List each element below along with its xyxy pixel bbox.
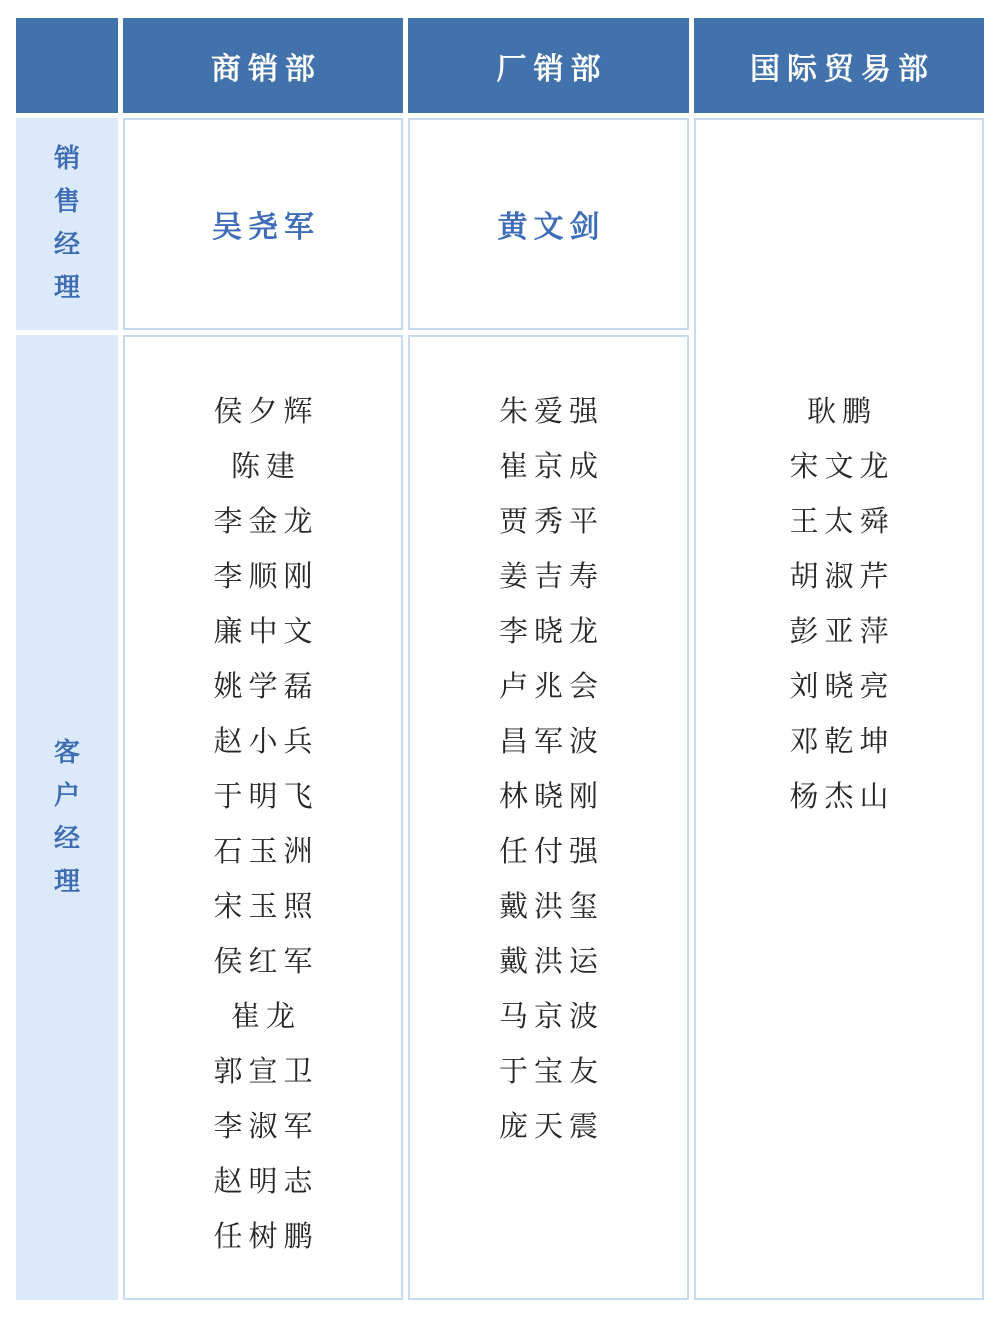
staff-name: 戴洪运 <box>498 944 604 978</box>
staff-name: 郭宣卫 <box>213 1054 319 1088</box>
staff-name: 李淑军 <box>213 1109 319 1143</box>
corner-cell <box>16 18 118 113</box>
staff-cell-international-trade <box>694 118 984 1300</box>
staff-name: 赵小兵 <box>213 724 319 758</box>
staff-name: 庞天震 <box>498 1109 604 1143</box>
staff-name: 李晓龙 <box>498 614 604 648</box>
manager-commercial-sales: 吴尧军 <box>123 118 403 330</box>
dept-header-international-trade: 国际贸易部 <box>694 18 984 113</box>
dept-header-factory-sales: 厂销部 <box>408 18 689 113</box>
staff-list-international-trade <box>696 120 982 824</box>
row-header-account-manager-label: 客户经理 <box>53 737 80 897</box>
staff-name: 马京波 <box>498 999 604 1033</box>
staff-name: 廉中文 <box>213 614 319 648</box>
row-header-sales-manager-label: 销售经理 <box>53 144 80 303</box>
row-header-sales-manager <box>16 118 118 330</box>
staff-name: 胡淑芹 <box>789 559 895 593</box>
row-header-account-manager <box>16 335 118 1300</box>
staff-name: 侯红军 <box>213 944 319 978</box>
staff-cell-factory-sales <box>408 335 689 1300</box>
staff-name: 任树鹏 <box>213 1219 319 1253</box>
staff-name: 石玉洲 <box>213 834 319 868</box>
org-structure-table <box>16 18 984 1300</box>
staff-name: 姜吉寿 <box>498 559 604 593</box>
staff-name: 彭亚萍 <box>789 614 895 648</box>
staff-name: 昌军波 <box>498 724 604 758</box>
staff-name: 邓乾坤 <box>789 724 895 758</box>
staff-name: 任付强 <box>498 834 604 868</box>
staff-name: 戴洪玺 <box>498 889 604 923</box>
staff-name: 杨杰山 <box>789 779 895 813</box>
staff-list-factory-sales <box>410 337 687 1154</box>
staff-name: 朱爱强 <box>498 394 604 428</box>
staff-name: 王太舜 <box>789 504 895 538</box>
staff-name: 宋玉照 <box>213 889 319 923</box>
staff-name: 李金龙 <box>213 504 319 538</box>
staff-list-commercial-sales <box>125 337 401 1264</box>
staff-name: 刘晓亮 <box>789 669 895 703</box>
dept-header-commercial-sales: 商销部 <box>123 18 403 113</box>
staff-name: 耿鹏 <box>806 394 877 428</box>
staff-name: 侯夕辉 <box>213 394 319 428</box>
staff-name: 于宝友 <box>498 1054 604 1088</box>
staff-name: 赵明志 <box>213 1164 319 1198</box>
staff-cell-commercial-sales <box>123 335 403 1300</box>
manager-factory-sales: 黄文剑 <box>408 118 689 330</box>
staff-name: 李顺刚 <box>213 559 319 593</box>
staff-name: 卢兆会 <box>498 669 604 703</box>
staff-name: 崔龙 <box>230 999 301 1033</box>
staff-name: 姚学磊 <box>213 669 319 703</box>
staff-name: 宋文龙 <box>789 449 895 483</box>
staff-name: 林晓刚 <box>498 779 604 813</box>
staff-name: 崔京成 <box>498 449 604 483</box>
staff-name: 贾秀平 <box>498 504 604 538</box>
staff-name: 于明飞 <box>213 779 319 813</box>
staff-name: 陈建 <box>230 449 301 483</box>
